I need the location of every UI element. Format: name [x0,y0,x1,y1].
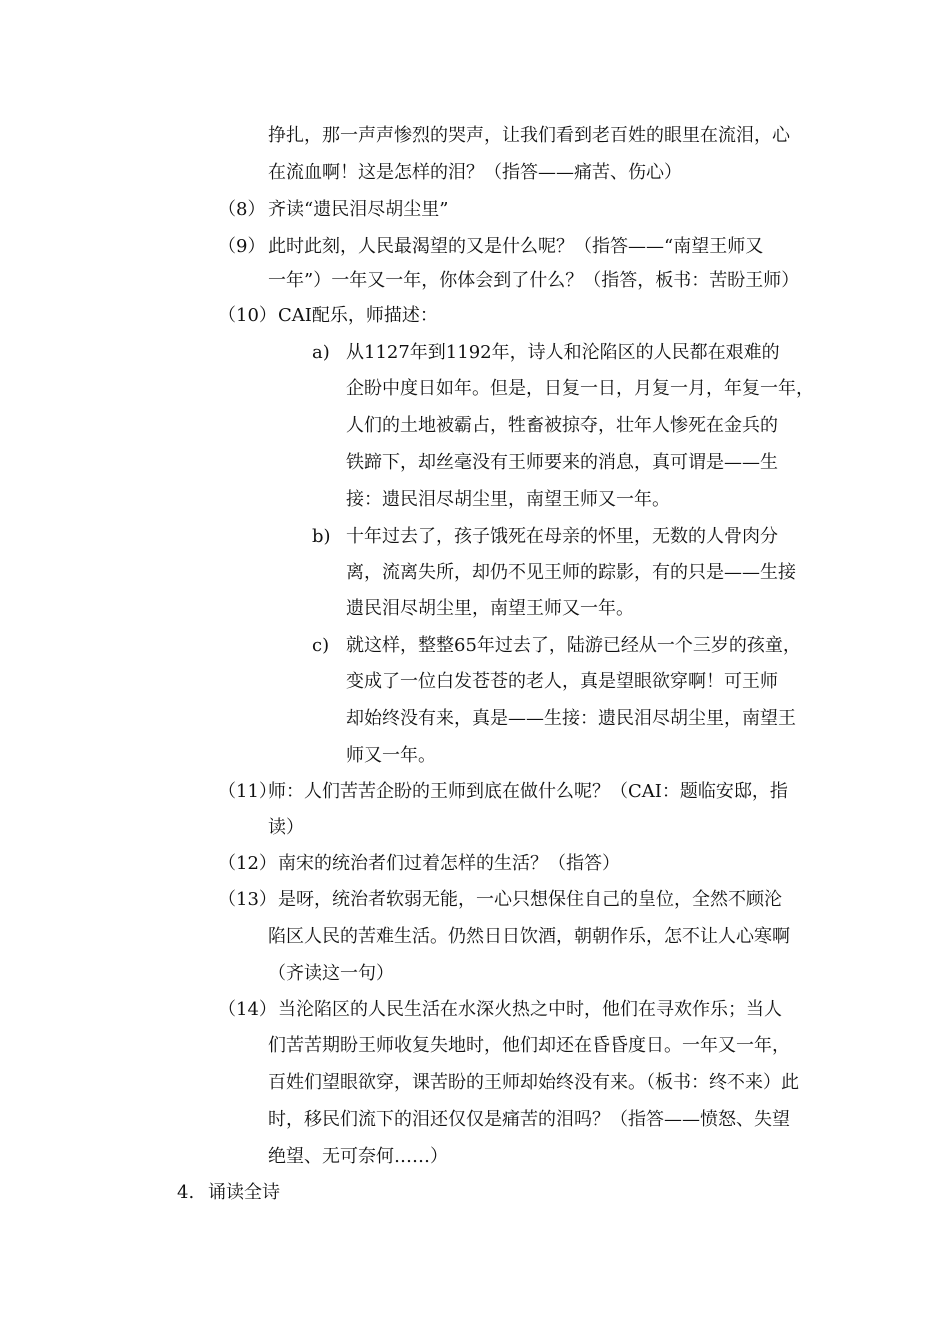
subitem-a-line-3: 人们的土地被霸占，牲畜被掠夺，壮年人惨死在金兵的 [346,415,778,436]
subitem-a-line-4: 铁蹄下，却丝毫没有王师要来的消息，真可谓是——生 [346,452,778,473]
subitem-a-line-2: 企盼中度日如年。但是，日复一日，月复一月，年复一年， [346,378,814,399]
intro-line-1: 挣扎，那一声声惨烈的哭声，让我们看到老百姓的眼里在流泪，心 [268,125,790,146]
item-14-text-2: 们苦苦期盼王师收复失地时，他们却还在昏昏度日。一年又一年， [268,1035,790,1056]
item-11-number: （11） [218,781,277,802]
item-12-number: （12） [218,853,277,874]
subitem-a-label: a) [312,342,330,363]
item-10-number: （10） [218,305,277,326]
subitem-c-label: c) [312,635,330,656]
subitem-b-line-3: 遗民泪尽胡尘里，南望王师又一年。 [346,598,634,619]
item-13-text-1: 是呀，统治者软弱无能，一心只想保住自己的皇位，全然不顾沦 [278,889,782,910]
item-11-text-1: 师：人们苦苦企盼的王师到底在做什么呢？（CAI：题临安邸，指 [268,781,788,802]
item-14-text-3: 百姓们望眼欲穿，课苦盼的王师却始终没有来。（板书：终不来）此 [268,1072,799,1093]
subitem-c-line-2: 变成了一位白发苍苍的老人，真是望眼欲穿啊！可王师 [346,671,778,692]
intro-line-2: 在流血啊！这是怎样的泪？（指答——痛苦、伤心） [268,162,682,183]
item-9-text-1: 此时此刻，人民最渴望的又是什么呢？（指答——“南望王师又 [268,236,764,257]
item-11-text-2: 读） [268,817,304,838]
subitem-b-line-2: 离，流离失所，却仍不见王师的踪影，有的只是——生接 [346,562,796,583]
item-14-number: （14） [218,999,277,1020]
item-8-number: （8） [218,199,266,220]
item-14-text-1: 当沦陷区的人民生活在水深火热之中时，他们在寻欢作乐；当人 [278,999,782,1020]
item-9-number: （9） [218,236,266,257]
subitem-c-line-4: 师又一年。 [346,745,436,766]
subitem-a-line-1: 从1127年到1192年，诗人和沦陷区的人民都在艰难的 [346,342,780,363]
section-4-number: 4. [177,1182,195,1203]
item-12-text: 南宋的统治者们过着怎样的生活？（指答） [278,853,620,874]
item-14-text-4: 时，移民们流下的泪还仅仅是痛苦的泪吗？（指答——愤怒、失望 [268,1109,790,1130]
item-13-text-2: 陷区人民的苦难生活。仍然日日饮酒，朝朝作乐，怎不让人心寒啊 [268,926,790,947]
subitem-c-line-3: 却始终没有来，真是——生接：遗民泪尽胡尘里，南望王 [346,708,796,729]
subitem-b-line-1: 十年过去了，孩子饿死在母亲的怀里，无数的人骨肉分 [346,526,778,547]
item-9-text-2: 一年”）一年又一年，你体会到了什么？（指答，板书：苦盼王师） [268,270,800,291]
section-4-title: 诵读全诗 [208,1182,280,1203]
item-14-text-5: 绝望、无可奈何……） [268,1146,448,1167]
subitem-c-line-1: 就这样，整整65年过去了，陆游已经从一个三岁的孩童， [346,635,801,656]
item-10-text: CAI配乐，师描述： [278,305,438,326]
item-8-text: 齐读“遗民泪尽胡尘里” [268,199,449,220]
item-13-text-3: （齐读这一句） [268,963,394,984]
subitem-a-line-5: 接：遗民泪尽胡尘里，南望王师又一年。 [346,489,670,510]
item-13-number: （13） [218,889,277,910]
subitem-b-label: b) [312,526,331,547]
